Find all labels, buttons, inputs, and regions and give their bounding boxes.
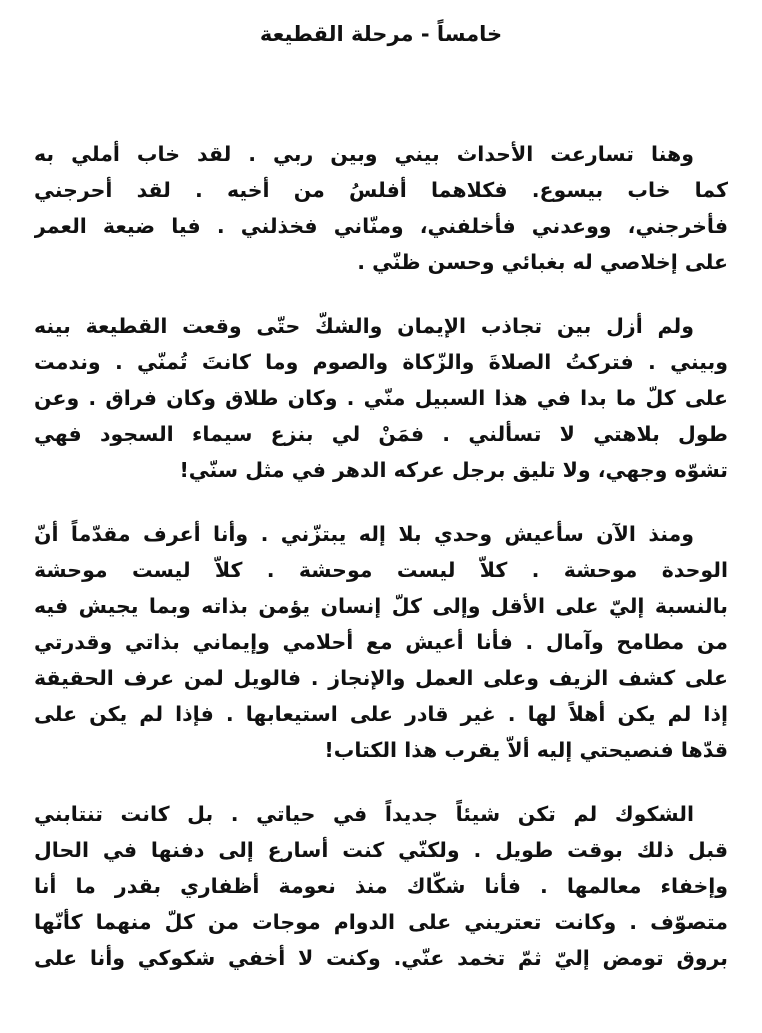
paragraph-3 [34, 516, 728, 768]
text-line: كما خاب بيسوع. فكلاهما أفلسُ من أخيه . لقد أحرجني [34, 178, 728, 202]
text-line: الشكوك لم تكن شيئاً جديداً في حياتي . بل كانت تنتابني [34, 802, 694, 826]
text-line: طول بلاهتي لا تسألني . فمَنْ لي بنزع سيماء السجود فهي [34, 422, 728, 446]
text-line: على كشف الزيف وعلى العمل والإنجاز . فالويل لمن عرف الحقيقة [34, 666, 728, 690]
text-line: وبيني . فتركتُ الصلاةَ والزّكاة والصوم وما كانتَ تُمنّي . وندمت [34, 350, 728, 374]
text-line: قدّها فنصيحتي إليه ألاّ يقرب هذا الكتاب! [324, 738, 728, 762]
text-line: وهنا تسارعت الأحداث بيني وبين ربي . لقد خاب أملي به [34, 142, 694, 166]
paragraph-1 [34, 136, 728, 280]
body-text [34, 136, 728, 1004]
text-line: على إخلاصي له بغبائي وحسن ظنّي . [357, 250, 728, 274]
text-line: فأخرجني، ووعدني فأخلفني، ومنّاني فخذلني . فيا ضيعة العمر [34, 214, 728, 238]
text-line: ولم أزل بين تجاذب الإيمان والشكّ حتّى وقعت القطيعة بينه [34, 314, 694, 338]
text-line: من مطامح وآمال . فأنا أعيش مع أحلامي وإيماني بذاتي وقدرتي [34, 630, 728, 654]
text-line: بروق تومض إليّ ثمّ تخمد عنّي. وكنت لا أخفي شكوكي وأنا على [34, 946, 728, 970]
paragraph-4 [34, 796, 728, 976]
paragraph-2 [34, 308, 728, 488]
text-line: قبل ذلك بوقت طويل . ولكنّي كنت أسارع إلى دفنها في الحال [34, 838, 728, 862]
text-line: ومنذ الآن سأعيش وحدي بلا إله يبتزّني . وأنا أعرف مقدّماً أنّ [34, 522, 694, 546]
text-line: إذا لم يكن أهلاً لها . غير قادر على استيعابها . فإذا لم يكن على [34, 702, 728, 726]
text-line: متصوّف . وكانت تعتريني على الدوام موجات من كلّ منهما كأنّها [34, 910, 728, 934]
text-line: على كلّ ما بدا في هذا السبيل منّي . وكان طلاق وكان فراق . وعن [34, 386, 728, 410]
text-line: تشوّه وجهي، ولا تليق برجل عركه الدهر في مثل سنّي! [179, 458, 728, 482]
text-line: بالنسبة إليّ على الأقل وإلى كلّ إنسان يؤمن بذاته وبما يجيش فيه [34, 594, 728, 618]
chapter-title: خامساً - مرحلة القطيعة [259, 22, 503, 46]
text-line: الوحدة موحشة . كلاّ ليست موحشة . كلاّ ليست موحشة [34, 558, 728, 582]
text-line: وإخفاء معالمها . فأنا شكّاك منذ نعومة أظفاري بقدر ما أنا [34, 874, 728, 898]
